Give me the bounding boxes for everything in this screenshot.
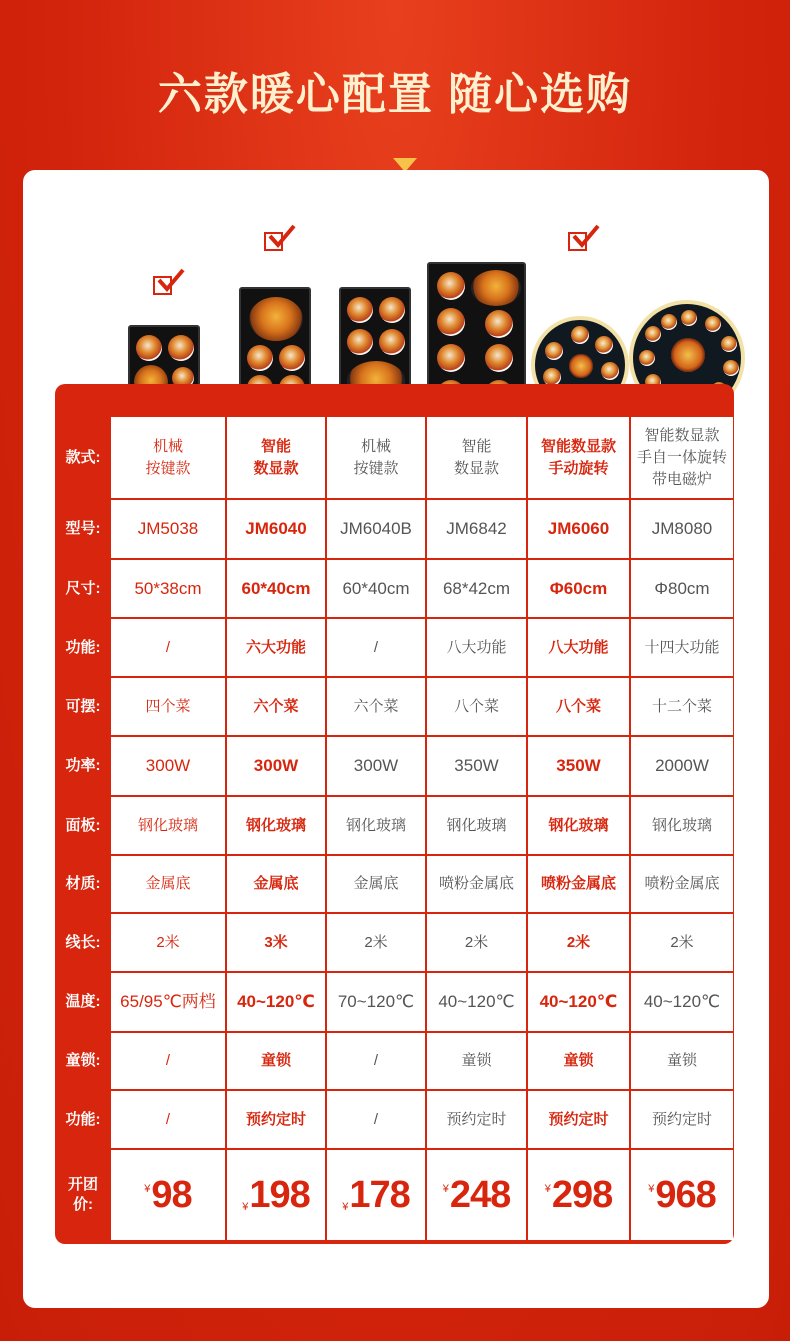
table-cell-power — [528, 737, 629, 795]
table-cell-style — [427, 417, 526, 498]
cell-text: 40~120℃ — [237, 992, 315, 1011]
cell-text: 八个菜 — [555, 697, 601, 715]
table-cell-model — [227, 500, 325, 558]
table-cell-cord — [111, 914, 225, 971]
cell-text: 2米 — [670, 933, 694, 951]
table-cell-function — [227, 619, 325, 676]
cell-text: 智能数显款 手动旋转 — [540, 437, 616, 477]
table-cell-panel — [111, 797, 225, 854]
table-cell-panel — [427, 797, 526, 854]
table-cell-panel — [227, 797, 325, 854]
cell-text: 童锁 — [666, 1052, 697, 1069]
table-cell-func2 — [427, 1091, 526, 1148]
cell-text: 钢化玻璃 — [345, 816, 406, 834]
table-cell-size — [528, 560, 629, 617]
cell-text: 童锁 — [563, 1052, 594, 1069]
cell-text: 钢化玻璃 — [651, 816, 712, 834]
table-cell-price — [528, 1150, 629, 1240]
table-cell-price — [111, 1150, 225, 1240]
cell-text: 六个菜 — [253, 697, 299, 715]
cell-text: 预约定时 — [548, 1110, 609, 1128]
cell-text: JM6040 — [245, 519, 307, 538]
table-cell-price — [227, 1150, 325, 1240]
cell-text: 300W — [353, 756, 399, 775]
table-cell-power — [227, 737, 325, 795]
row-header: 款式: — [65, 448, 101, 466]
cell-text: 金属底 — [353, 875, 399, 892]
table-cell-lock — [427, 1033, 526, 1089]
cell-text: 八大功能 — [548, 638, 609, 656]
cell-text: 智能数显款 手自一体旋转 带电磁炉 — [636, 426, 727, 488]
table-cell-model — [327, 500, 425, 558]
table-cell-style — [227, 417, 325, 498]
table-cell-price — [427, 1150, 526, 1240]
cell-text: 350W — [454, 756, 499, 775]
cell-text: 童锁 — [461, 1052, 492, 1069]
cell-text: 钢化玻璃 — [245, 816, 306, 834]
currency-symbol: ¥ — [648, 1183, 655, 1195]
row-header: 型号: — [65, 520, 101, 537]
table-cell-price — [327, 1150, 425, 1240]
table-cell-cord — [227, 914, 325, 971]
currency-symbol: ¥ — [242, 1201, 249, 1213]
table-cell-size — [111, 560, 225, 617]
row-header: 开团 价: — [67, 1176, 98, 1213]
cell-text: JM8080 — [651, 519, 713, 538]
table-cell-material — [111, 856, 225, 912]
cell-text: Φ60cm — [549, 578, 608, 598]
row-header: 童锁: — [65, 1052, 101, 1069]
table-cell-dishes — [631, 678, 733, 735]
table-cell-material — [427, 856, 526, 912]
table-cell-material — [227, 856, 325, 912]
currency-symbol: ¥ — [144, 1183, 151, 1195]
cell-text: 八大功能 — [446, 638, 507, 656]
table-cell-function — [111, 619, 225, 676]
table-cell-func2 — [227, 1091, 325, 1148]
table-cell-temp — [528, 973, 629, 1031]
cell-text: 2米 — [364, 933, 388, 951]
price-value: 968 — [655, 1174, 716, 1216]
table-cell-model — [528, 500, 629, 558]
table-cell-style — [631, 417, 733, 498]
cell-text: 2000W — [655, 756, 709, 775]
cell-text: 40~120℃ — [643, 992, 721, 1011]
cell-text: 喷粉金属底 — [644, 875, 720, 892]
table-cell-temp — [327, 973, 425, 1031]
check-icon — [153, 272, 185, 296]
table-cell-func2 — [631, 1091, 733, 1148]
table-cell-material — [327, 856, 425, 912]
table-cell-size — [427, 560, 526, 617]
cell-text: 350W — [556, 756, 601, 775]
currency-symbol: ¥ — [342, 1201, 349, 1213]
cell-text: 智能 数显款 — [453, 437, 499, 477]
cell-text: JM6040B — [340, 519, 412, 538]
cell-text: 40~120℃ — [539, 992, 618, 1011]
table-cell-lock — [327, 1033, 425, 1089]
price-value: 248 — [449, 1174, 511, 1216]
table-cell-cord — [327, 914, 425, 971]
price-value: 198 — [249, 1174, 310, 1216]
table-cell-model — [111, 500, 225, 558]
cell-text: 预约定时 — [446, 1110, 507, 1128]
table-cell-func2 — [528, 1091, 629, 1148]
table-cell-panel — [631, 797, 733, 854]
cell-text: / — [373, 638, 379, 656]
cell-text: 六个菜 — [353, 697, 399, 715]
cell-text: JM5038 — [137, 519, 199, 538]
table-cell-function — [631, 619, 733, 676]
row-header: 功能: — [65, 1110, 101, 1128]
table-cell-function — [528, 619, 629, 676]
table-cell-dishes — [528, 678, 629, 735]
cell-text: 金属底 — [145, 875, 191, 892]
table-cell-style — [111, 417, 225, 498]
table-cell-size — [227, 560, 325, 617]
table-cell-function — [427, 619, 526, 676]
table-cell-lock — [227, 1033, 325, 1089]
cell-text: 2米 — [566, 933, 591, 951]
cell-text: / — [373, 1110, 379, 1128]
currency-symbol: ¥ — [442, 1183, 449, 1195]
table-cell-model — [631, 500, 733, 558]
table-cell-power — [111, 737, 225, 795]
cell-text: 喷粉金属底 — [540, 875, 616, 892]
currency-symbol: ¥ — [544, 1183, 551, 1195]
table-cell-temp — [427, 973, 526, 1031]
table-cell-power — [631, 737, 733, 795]
table-cell-temp — [227, 973, 325, 1031]
row-header: 尺寸: — [65, 579, 101, 597]
cell-text: 3米 — [264, 933, 288, 951]
row-header: 线长: — [65, 933, 101, 951]
table-cell-style — [327, 417, 425, 498]
table-cell-func2 — [327, 1091, 425, 1148]
cell-text: 钢化玻璃 — [548, 816, 609, 834]
table-cell-lock — [528, 1033, 629, 1089]
cell-text: 50*38cm — [134, 578, 202, 598]
table-cell-material — [528, 856, 629, 912]
price-value: 178 — [349, 1174, 410, 1216]
table-cell-dishes — [327, 678, 425, 735]
cell-text: 40~120℃ — [438, 992, 515, 1011]
cell-text: 机械 按键款 — [353, 437, 399, 477]
cell-text: 十二个菜 — [651, 697, 712, 715]
check-icon — [568, 228, 600, 252]
row-header: 功率: — [65, 757, 101, 774]
table-cell-panel — [327, 797, 425, 854]
cell-text: / — [165, 1052, 171, 1069]
price-value: 98 — [151, 1174, 192, 1216]
table-cell-lock — [631, 1033, 733, 1089]
cell-text: 十四大功能 — [644, 638, 720, 656]
cell-text: 喷粉金属底 — [438, 875, 514, 892]
table-cell-size — [631, 560, 733, 617]
table-cell-dishes — [227, 678, 325, 735]
table-cell-panel — [528, 797, 629, 854]
cell-text: / — [373, 1052, 379, 1069]
table-cell-power — [327, 737, 425, 795]
table-cell-function — [327, 619, 425, 676]
cell-text: 60*40cm — [241, 578, 311, 598]
cell-text: 八个菜 — [453, 697, 499, 715]
cell-text: 金属底 — [253, 875, 299, 892]
cell-text: 机械 按键款 — [145, 437, 191, 477]
cell-text: 钢化玻璃 — [137, 816, 198, 834]
cell-text: 2米 — [156, 933, 180, 951]
cell-text: / — [165, 638, 171, 656]
row-header: 材质: — [65, 875, 101, 892]
row-header: 温度: — [65, 993, 101, 1010]
cell-text: 300W — [145, 756, 191, 775]
cell-text: 60*40cm — [342, 578, 410, 598]
cell-text: 童锁 — [260, 1052, 291, 1069]
cell-text: / — [165, 1110, 171, 1128]
table-cell-func2 — [111, 1091, 225, 1148]
table-cell-dishes — [111, 678, 225, 735]
table-cell-material — [631, 856, 733, 912]
cell-text: 70~120℃ — [337, 992, 415, 1011]
cell-text: Φ80cm — [654, 578, 710, 598]
table-cell-size — [327, 560, 425, 617]
table-cell-dishes — [427, 678, 526, 735]
cell-text: 六大功能 — [245, 638, 306, 656]
table-cell-lock — [111, 1033, 225, 1089]
cell-text: JM6060 — [547, 519, 610, 538]
cell-text: 钢化玻璃 — [446, 816, 507, 834]
cell-text: 2米 — [464, 933, 489, 951]
cell-text: 预约定时 — [245, 1110, 306, 1128]
cell-text: 智能 数显款 — [253, 437, 299, 477]
page-title: 六款暖心配置 随心选购 — [157, 70, 633, 119]
table-cell-power — [427, 737, 526, 795]
table-cell-model — [427, 500, 526, 558]
cell-text: 预约定时 — [651, 1110, 712, 1128]
table-cell-temp — [111, 973, 225, 1031]
row-header: 功能: — [65, 638, 101, 656]
price-value: 298 — [551, 1174, 613, 1216]
table-cell-cord — [528, 914, 629, 971]
cell-text: 300W — [253, 756, 299, 775]
cell-text: 68*42cm — [442, 578, 511, 598]
row-header: 可摆: — [65, 697, 101, 715]
table-cell-price — [631, 1150, 733, 1240]
check-icon — [264, 228, 296, 252]
cell-text: JM6842 — [446, 519, 507, 538]
table-cell-cord — [427, 914, 526, 971]
table-cell-temp — [631, 973, 733, 1031]
table-cell-style — [528, 417, 629, 498]
cell-text: 65/95℃两档 — [120, 992, 216, 1011]
cell-text: 四个菜 — [145, 697, 191, 715]
row-header: 面板: — [65, 816, 101, 834]
table-cell-cord — [631, 914, 733, 971]
